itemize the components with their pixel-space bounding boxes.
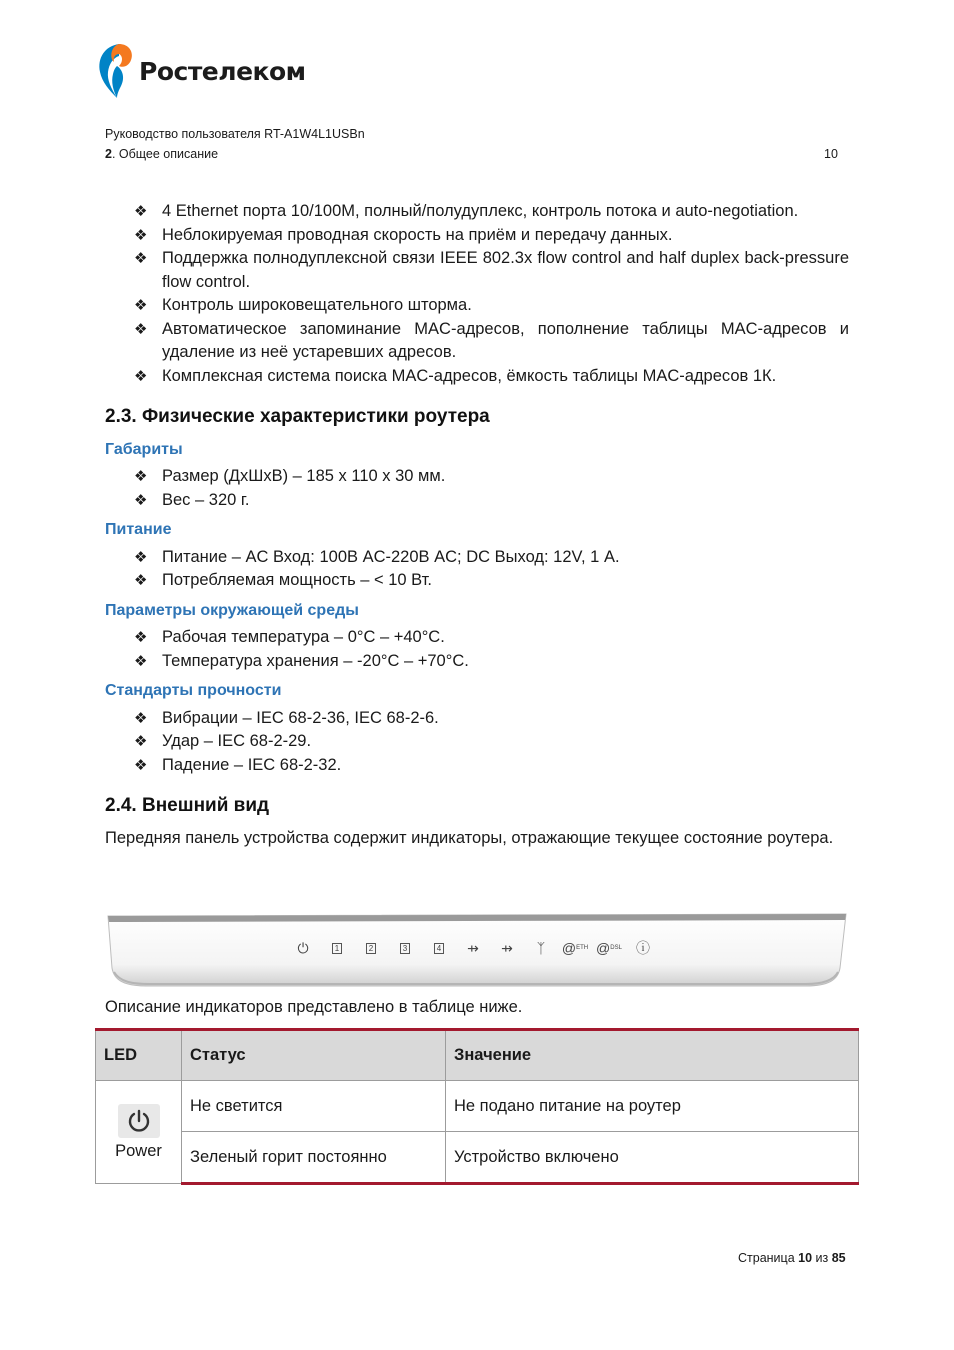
section-number: 2 xyxy=(105,147,112,161)
power-list xyxy=(105,546,849,593)
current-page: 10 xyxy=(798,1251,813,1265)
meaning-cell: Не подано питание на роутер xyxy=(446,1081,859,1132)
intro-paragraph: Передняя панель устройства содержит индикаторы, отражающие текущее состояние роутера. xyxy=(105,828,834,847)
subsection-heading: Габариты xyxy=(105,440,183,458)
list-item: ❖ Питание – AC Вход: 100В AC-220В AC; DC Выход: 12V, 1 А. xyxy=(105,546,849,570)
lan4-icon: 4 xyxy=(422,937,456,959)
led-indicator-row xyxy=(286,937,660,959)
led-table xyxy=(95,1028,859,1185)
diamond-bullet-icon: ❖ xyxy=(134,572,148,589)
diamond-bullet-icon: ❖ xyxy=(134,652,148,670)
router-front-panel xyxy=(106,912,848,988)
diamond-bullet-icon: ❖ xyxy=(134,297,148,314)
rostelecom-logo xyxy=(97,42,306,100)
wifi-icon: ᛉ xyxy=(536,940,546,956)
meaning-cell: Устройство включено xyxy=(446,1132,859,1184)
table-intro: Описание индикаторов представлено в таблице ниже. xyxy=(105,998,523,1016)
subsection-heading: Питание xyxy=(105,521,172,538)
list-item: ❖ Комплексная система поиска MAC-адресов, ёмкость таблицы MAC-адресов 1К. xyxy=(105,365,849,389)
usb1-icon: ⇸ xyxy=(467,939,479,956)
list-item: ❖ Вибрации – IEC 68-2-36, IEC 68-2-6. xyxy=(105,707,849,731)
list-item: ❖ Контроль широковещательного шторма. xyxy=(105,294,849,318)
diamond-bullet-icon: ❖ xyxy=(134,468,148,485)
rostelecom-logo-icon xyxy=(97,42,135,100)
eth-icon: @ ETH xyxy=(561,940,589,956)
diamond-bullet-icon: ❖ xyxy=(134,367,148,385)
column-header-status: Статус xyxy=(182,1030,446,1081)
table-header-row xyxy=(96,1030,859,1081)
list-item: ❖ Удар – IEC 68-2-29. xyxy=(105,730,849,754)
list-item: ❖ Падение – IEC 68-2-32. xyxy=(105,754,849,778)
environment-list xyxy=(105,626,849,673)
brand-name: Ростелеком xyxy=(139,56,306,86)
power-icon xyxy=(118,1104,160,1138)
dimensions-list xyxy=(105,465,849,512)
diamond-bullet-icon: ❖ xyxy=(134,226,148,244)
list-item: ❖ Рабочая температура – 0°C – +40°C. xyxy=(105,626,849,650)
total-pages: 85 xyxy=(831,1251,846,1265)
diamond-bullet-icon: ❖ xyxy=(134,320,148,338)
list-item: ❖ Потребляемая мощность – < 10 Вт. xyxy=(105,569,849,593)
subsection-heading: Параметры окружающей среды xyxy=(105,601,359,619)
list-item: ❖ Неблокируемая проводная скорость на приём и передачу данных. xyxy=(105,224,849,248)
list-item: ❖ Поддержка полнодуплексной связи IEEE 802.3x flow control and half duplex back-pressure flow control. xyxy=(134,249,849,291)
doc-title: Руководство пользователя RT-A1W4L1USBn xyxy=(105,127,365,141)
column-header-meaning: Значение xyxy=(446,1030,859,1081)
diamond-bullet-icon: ❖ xyxy=(134,756,148,774)
diamond-bullet-icon: ❖ xyxy=(134,733,148,750)
status-cell: Зеленый горит постоянно xyxy=(182,1132,446,1184)
section-heading: 2.3. Физические характеристики роутера xyxy=(105,406,490,427)
list-item: ❖ Размер (ДхШхВ) – 185 х 110 х 30 мм. xyxy=(105,465,849,489)
led-name: Power xyxy=(115,1141,162,1160)
diamond-bullet-icon: ❖ xyxy=(134,203,148,220)
diamond-bullet-icon: ❖ xyxy=(134,709,148,727)
info-icon: ⓘ xyxy=(636,940,650,956)
page-footer: Страница 10 из 85 xyxy=(738,1251,846,1265)
diamond-bullet-icon: ❖ xyxy=(134,491,148,509)
list-item: ❖ Вес – 320 г. xyxy=(105,489,849,513)
section-header xyxy=(105,147,218,161)
usb2-icon: ⇸ xyxy=(501,939,513,956)
lan3-icon: 3 xyxy=(388,937,422,959)
dsl-icon: @ DSL xyxy=(596,940,622,956)
durability-list xyxy=(105,707,849,778)
diamond-bullet-icon: ❖ xyxy=(134,548,148,566)
diamond-bullet-icon: ❖ xyxy=(134,629,148,646)
list-item: ❖ Температура хранения – -20°C – +70°C. xyxy=(105,650,849,674)
diamond-bullet-icon: ❖ xyxy=(134,250,148,267)
column-header-led: LED xyxy=(96,1030,182,1081)
subsection-heading: Стандарты прочности xyxy=(105,682,282,699)
section-heading: 2.4. Внешний вид xyxy=(105,795,270,816)
table-row xyxy=(96,1081,859,1132)
list-item: ❖ Автоматическое запоминание MAC-адресов, пополнение таблицы MAC-адресов и удаление из неё устаревших адресов. xyxy=(134,319,849,361)
features-list xyxy=(105,200,849,388)
list-item: ❖ 4 Ethernet порта 10/100M, полный/полудуплекс, контроль потока и auto-negotiation. xyxy=(105,200,849,224)
section-title: . Общее описание xyxy=(111,147,219,161)
table-row xyxy=(96,1132,859,1184)
lan2-icon: 2 xyxy=(354,937,388,959)
status-cell: Не светится xyxy=(182,1081,446,1132)
led-cell-power xyxy=(96,1081,182,1184)
header-page-number: 10 xyxy=(824,147,838,161)
power-icon: ⏻ xyxy=(297,939,309,956)
main-content xyxy=(105,200,849,850)
lan1-icon: 1 xyxy=(320,937,354,959)
